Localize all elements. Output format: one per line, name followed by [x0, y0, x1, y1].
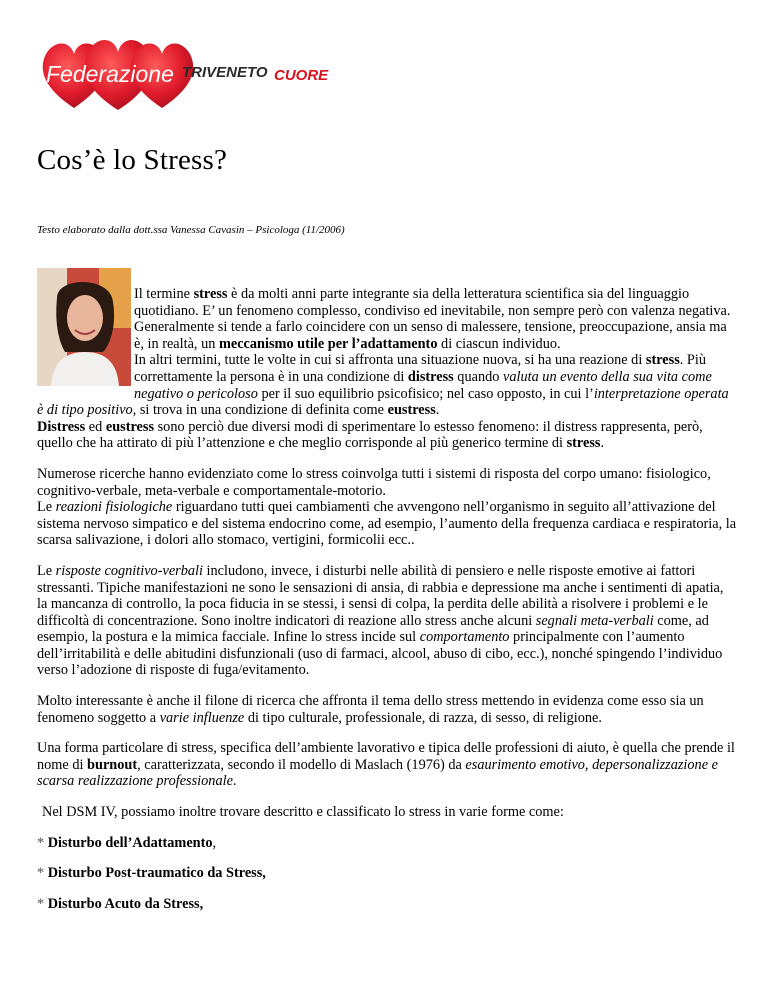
paragraph-dsm: Nel DSM IV, possiamo inoltre trovare descritto e classificato lo stress in varie forme come:: [42, 804, 564, 821]
term-burnout: burnout: [87, 756, 138, 773]
text: riguardano tutti quei cambiamenti che avvengono nell’organismo in seguito all’attivazione del sistema nervoso simpatico e del sistema endocrino come, ad esempio, l’aumento della frequenza cardiaca e respiratoria, la scarsa salivazione, i dolori allo stomaco, vertigini, formicolii ecc..: [37, 499, 737, 549]
bullet-star-icon: *: [37, 865, 45, 882]
paragraph-influences: [37, 693, 737, 726]
emphasis: risposte cognitivo-verbali: [55, 562, 203, 579]
term-stress: stress: [566, 435, 601, 452]
logo-word-federazione: Federazione: [46, 61, 174, 87]
term-eustress: eustress: [387, 402, 436, 419]
bullet-star-icon: *: [37, 895, 45, 912]
page-title: Cos’è lo Stress?: [37, 144, 228, 176]
text: come, ad esempio, la postura e la mimica facciale. Infine lo stress incide sul: [37, 612, 709, 646]
text: .: [435, 402, 440, 419]
text: principalmente con l’aumento dell’irritabilità e delle abitudini disfunzionali (uso di farmaci, alcool, abuso di cibo, ecc.), nonché spingendo l’individuo verso l’adozione di risposte di fuga/evitamento.: [37, 629, 723, 679]
paragraph-physiological: [37, 499, 737, 549]
text: . Più correttamente la persona è in una condizione di: [134, 352, 707, 385]
text: di ciascun individuo.: [437, 335, 561, 352]
text: per il suo equilibrio psicofisico; nel caso opposto, in cui l’: [257, 385, 594, 402]
text: Una forma particolare di stress, specifica dell’ambiente lavorativo e tipica delle professioni di aiuto, è quella che prende il nome di: [37, 740, 735, 773]
emphasis: valuta un evento della sua vita come negativo o pericoloso: [134, 368, 712, 402]
text: ed: [85, 418, 106, 435]
term-distress: Distress: [37, 418, 86, 435]
text: è da molti anni parte integrante sia della letteratura scientifica sia del linguaggio quotidiano. E’ un fenomeno complesso, condiviso ed inevitabile, non sempre però con valenza negativa. Generalmente si tende a farlo coincidere con un senso di malessere, tensione, preoccupazione, ansia ma è, in realtà, un: [134, 286, 731, 352]
disorder-label: Disturbo dell’Adattamento: [47, 834, 213, 851]
paragraph-distress: [37, 352, 737, 418]
paragraph-intro: [37, 286, 737, 352]
text: Le: [37, 562, 56, 579]
photo-wrap-spacer: [37, 286, 134, 392]
paragraph-distress-eustress: [37, 419, 737, 452]
text: .: [232, 773, 237, 790]
term-stress: stress: [645, 352, 680, 369]
text: sono perciò due diversi modi di sperimentare lo estesso fenomeno: il distress rappresenta, però, quello che ha attirato di più l’attenzione e che meglio corrisponde al più generico termine di: [37, 418, 703, 452]
emphasis: interpretazione operata è di tipo positivo: [37, 385, 729, 419]
bullet-star-icon: *: [37, 834, 45, 851]
term-distress: distress: [407, 368, 454, 385]
paragraph-response-systems: Numerose ricerche hanno evidenziato come lo stress coinvolga tutti i sistemi di risposta del corpo umano: fisiologico, cognitivo-verbale, meta-verbale e comportamentale-motorio.: [37, 465, 711, 499]
term-eustress: eustress: [105, 418, 155, 435]
term-meccanismo: meccanismo utile per l’adattamento: [218, 335, 438, 352]
text: In altri termini, tutte le volte in cui si affronta una situazione nuova, si ha una reazione di: [134, 352, 646, 369]
author-byline: Testo elaborato dalla dott.ssa Vanessa Cavasin – Psicologa (11/2006): [37, 224, 345, 236]
text: , caratterizzata, secondo il modello di Maslach (1976) da: [137, 756, 466, 773]
text: Il termine: [134, 286, 194, 302]
text: , si trova in una condizione di definita come: [132, 402, 388, 419]
list-item: [37, 865, 737, 882]
text: .: [600, 435, 605, 452]
article-body: [37, 286, 737, 926]
list-item: [37, 896, 737, 913]
text: includono, invece, i disturbi nelle abilità di pensiero e nelle risposte emotive ai fattori stressanti. Tipiche manifestazioni ne sono le sensazioni di ansia, di rabbia e depressione ma anche i sentimenti di apatia, la mancanza di controllo, la poca fiducia in se stessi, i sensi di colpa, la perdita delle abilità a risolvere i problemi e le difficoltà di concentrazione. Sono inoltre indicatori di reazione allo stress anche alcuni: [37, 562, 724, 629]
emphasis: varie influenze: [159, 709, 245, 726]
disorder-label: Disturbo Acuto da Stress,: [47, 895, 204, 912]
paragraph-burnout: [37, 740, 737, 790]
text: Molto interessante è anche il filone di ricerca che affronta il tema dello stress mettendo in evidenza come esso sia un fenomeno soggetto a: [37, 693, 704, 726]
emphasis: comportamento: [419, 629, 510, 646]
hearts-logo-graphic: [34, 30, 337, 112]
text: quando: [453, 368, 503, 385]
paragraph-cognitive: [37, 563, 737, 679]
term-stress: stress: [193, 286, 228, 302]
logo-word-cuore: CUORE: [274, 67, 329, 84]
emphasis: esaurimento emotivo, depersonalizzazione e scarsa realizzazione professionale: [37, 756, 718, 790]
list-item: [37, 835, 737, 852]
emphasis: reazioni fisiologiche: [55, 499, 173, 516]
text: ,: [212, 834, 217, 851]
text: Le: [37, 499, 56, 516]
logo-word-triveneto: TRIVENETO: [182, 64, 268, 81]
text: di tipo culturale, professionale, di razza, di sesso, di religione.: [244, 709, 602, 726]
disorder-label: Disturbo Post-traumatico da Stress,: [47, 865, 266, 882]
federazione-triveneto-cuore-logo: [34, 30, 337, 112]
emphasis: segnali meta-verbali: [535, 612, 654, 629]
